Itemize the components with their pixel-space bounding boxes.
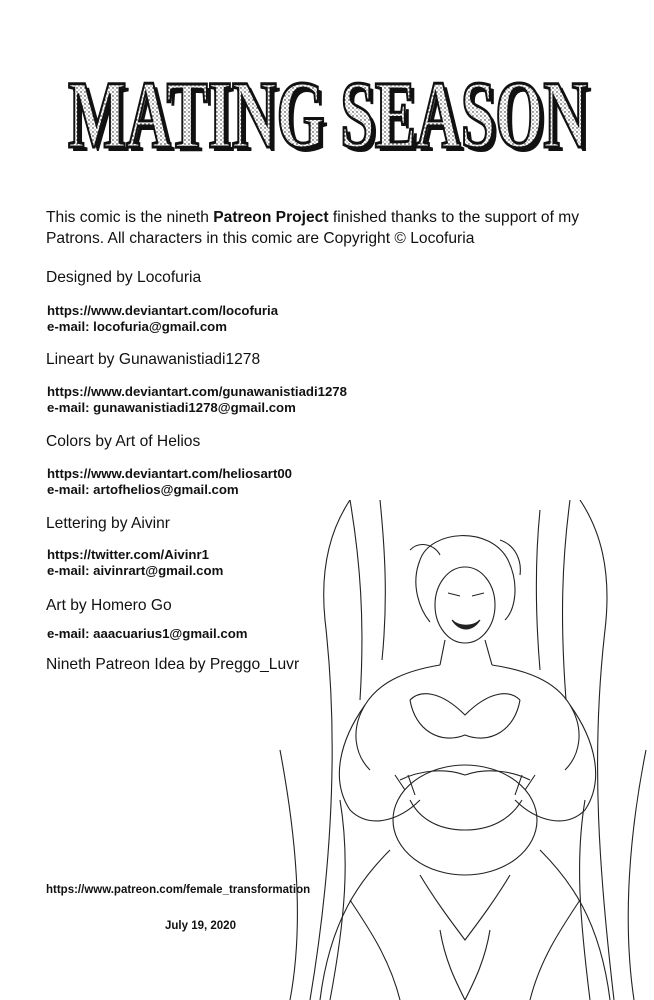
- intro-paragraph: [46, 207, 626, 249]
- intro-text-2: finished thanks to the support of my Patrons. All characters in this comic are Copyright © Locofuria: [46, 209, 580, 247]
- svg-text:MATING SEASON: MATING SEASON: [68, 61, 588, 165]
- intro-bold: Patreon Project: [213, 209, 329, 226]
- credit-designer-label: Designed by Locofuria: [46, 269, 202, 286]
- credit-lineart-email[interactable]: e-mail: gunawanistiadi1278@gmail.com: [47, 400, 296, 415]
- title-logo-art: [56, 55, 601, 165]
- publish-date: July 19, 2020: [165, 920, 236, 932]
- credit-designer-url[interactable]: https://www.deviantart.com/locofuria: [47, 303, 279, 318]
- title-logo: [56, 55, 601, 165]
- credit-lettering-email[interactable]: e-mail: aivinrart@gmail.com: [47, 563, 224, 578]
- credit-lettering-url[interactable]: https://twitter.com/Aivinr1: [47, 547, 209, 562]
- patreon-link[interactable]: https://www.patreon.com/female_transformation: [46, 884, 311, 896]
- intro-text-1: This comic is the nineth: [46, 209, 214, 226]
- credit-colors-url[interactable]: https://www.deviantart.com/heliosart00: [47, 466, 292, 481]
- credit-art-email[interactable]: e-mail: aaacuarius1@gmail.com: [47, 626, 248, 641]
- credit-lineart-url[interactable]: https://www.deviantart.com/gunawanistiadi1278: [47, 384, 347, 399]
- credit-colors-label: Colors by Art of Helios: [46, 433, 201, 450]
- credit-art-label: Art by Homero Go: [46, 597, 172, 614]
- svg-text:MATING SEASON: MATING SEASON: [72, 65, 592, 165]
- credit-idea-label: Nineth Patreon Idea by Preggo_Luvr: [46, 656, 300, 673]
- illustration-art: [270, 500, 654, 1000]
- credit-designer-email[interactable]: e-mail: locofuria@gmail.com: [47, 319, 227, 334]
- lineart-illustration: [270, 500, 654, 1000]
- credit-lettering-label: Lettering by Aivinr: [46, 515, 170, 532]
- credit-colors-email[interactable]: e-mail: artofhelios@gmail.com: [47, 482, 239, 497]
- credit-lineart-label: Lineart by Gunawanistiadi1278: [46, 351, 261, 368]
